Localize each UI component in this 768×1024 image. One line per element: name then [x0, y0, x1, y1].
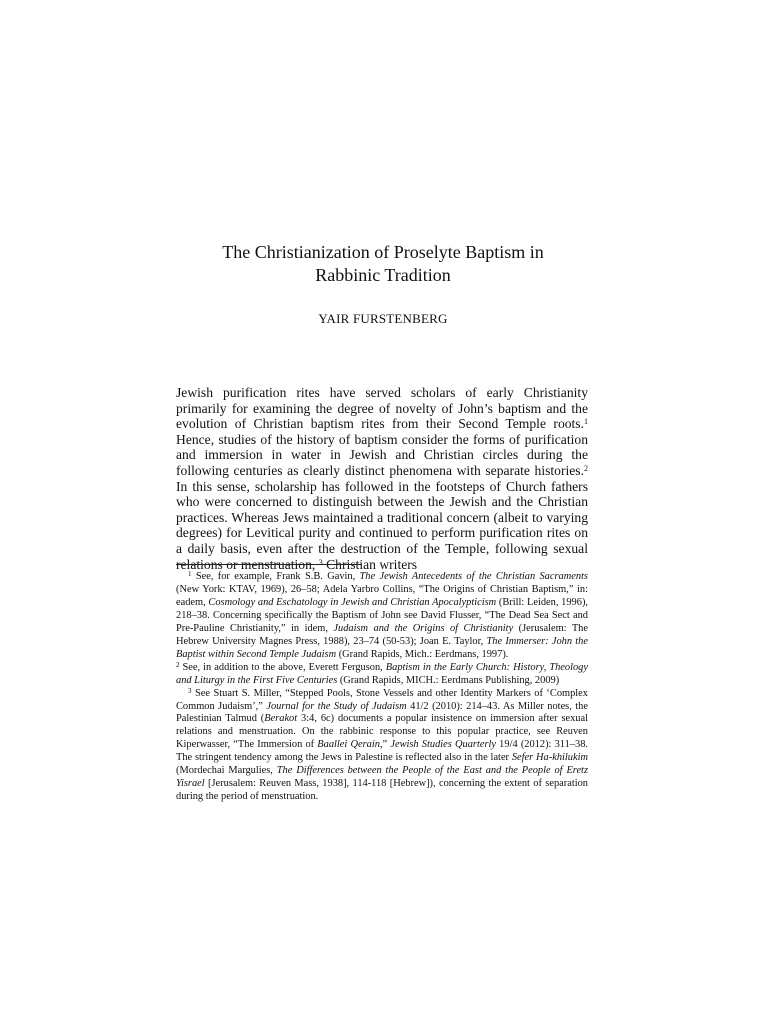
footnote-ref-2[interactable]: 2 — [584, 463, 588, 473]
footnote-text: [Jerusalem: Reuven Mass, 1938], 114-118 [Hebrew]), concerning the extent of separation during the period of menstruation. — [176, 778, 588, 803]
footnote-text: 19/4 (2012): 311–38. The stringent tendency among the Jews in Palestine is reflected also in the later — [176, 739, 588, 764]
footnote-text: (Brill: Leiden, 1996), 218–38. Concerning specifically the Baptism of John see David Flusser, “The Dead Sea Sect and Pre-Pauline Christianity,” in idem, — [176, 596, 588, 634]
footnote-italic: The Differences between the People of the East and the People of Eretz Yisrael — [176, 765, 588, 790]
footnote-text: ,” — [379, 739, 391, 751]
footnote-text: 3:4, 6c) documents a popular insistence on immersion after sexual relations and menstruation. On the rabbinic response to this popular practice, see Reuven Kiperwasser, “The Immersion of — [176, 713, 588, 751]
footnote-ref-3[interactable]: 3 — [318, 557, 323, 567]
footnote-italic: Sefer Ha-khilukim — [511, 752, 588, 764]
footnote-text: 41/2 (2010): 214–43. As Miller notes, the Palestinian Talmud ( — [176, 700, 588, 725]
footnote-italic: Jewish Studies Quarterly — [390, 739, 496, 751]
footnote-italic: Berakot — [264, 713, 298, 725]
footnote-3 — [176, 688, 588, 805]
footnote-number: 1 — [188, 570, 192, 578]
body-sentence-1: Jewish purification rites have served scholars of early Christianity primarily for examining the degree of novelty of John’s baptism and the evolution of Christian baptism rites from their Second Temple roots. — [176, 385, 588, 432]
footnote-text: See Stuart S. Miller, “Stepped Pools, Stone Vessels and other Identity Markers of ‘Complex Common Judaism’,” — [176, 687, 588, 712]
footnote-italic: Baptism in the Early Church: History, Theology and Liturgy in the First Five Centuries — [176, 661, 588, 686]
footnote-text: (Grand Rapids, Mich.: Eerdmans, 1997). — [336, 648, 509, 660]
body-paragraph — [176, 385, 588, 572]
footnote-italic: Journal for the Study of Judaism — [266, 700, 407, 712]
author-name: YAIR FURSTENBERG — [318, 311, 448, 326]
footnote-text: (Grand Rapids, MICH.: Eerdmans Publishing, 2009) — [337, 674, 560, 686]
footnote-italic: The Immerser: John the Baptist within Second Temple Judaism — [176, 635, 588, 660]
footnote-separator — [176, 564, 362, 565]
footnote-text: See, for example, Frank S.B. Gavin, — [191, 571, 360, 582]
footnote-text: (Mordechai Margulies, — [176, 765, 277, 777]
article-title — [176, 241, 590, 287]
footnote-number: 3 — [188, 686, 192, 695]
body-sentence-4: Christian writers — [322, 556, 418, 572]
footnote-number: 2 — [176, 660, 180, 669]
footnotes — [176, 571, 588, 804]
title-line-2: Rabbinic Tradition — [315, 265, 451, 285]
title-line-1: The Christianization of Proselyte Baptism in — [222, 242, 544, 262]
footnote-italic: Cosmology and Eschatology in Jewish and Christian Apocalypticism — [208, 596, 497, 608]
body-sentence-3: In this sense, scholarship has followed in the footsteps of Church fathers who were concerned to distinguish between the Jewish and the Christian practices. Whereas Jews maintained a traditional concern (albeit to varying degrees) for Levitical purity and continued to perform purification rites on a daily basis, even after the destruction of the Temple, following sexual relations or menstruation, — [176, 478, 588, 572]
footnote-2 — [176, 662, 588, 688]
footnote-text: (New York: KTAV, 1969), 26–58; Adela Yarbro Collins, “The Origins of Christian Baptism,” in: eadem, — [176, 583, 588, 608]
footnote-text: (Jerusalem: The Hebrew University Magnes Press, 1988), 23–74 (50-53); Joan E. Taylor, — [176, 622, 588, 647]
footnote-italic: Judaism and the Origins of Christianity — [333, 622, 514, 634]
footnote-italic: The Jewish Antecedents of the Christian Sacraments — [359, 571, 588, 582]
footnote-text: See, in addition to the above, Everett Ferguson, — [179, 661, 386, 673]
footnote-ref-1[interactable]: 1 — [584, 417, 588, 427]
body-sentence-2: Hence, studies of the history of baptism consider the forms of purification and immersion in water in Jewish and Christian circles during the following centuries as clearly distinct phenomena with separate histories. — [176, 431, 588, 478]
footnote-italic: Baallei Qerain — [317, 739, 380, 751]
footnote-1 — [176, 571, 588, 662]
